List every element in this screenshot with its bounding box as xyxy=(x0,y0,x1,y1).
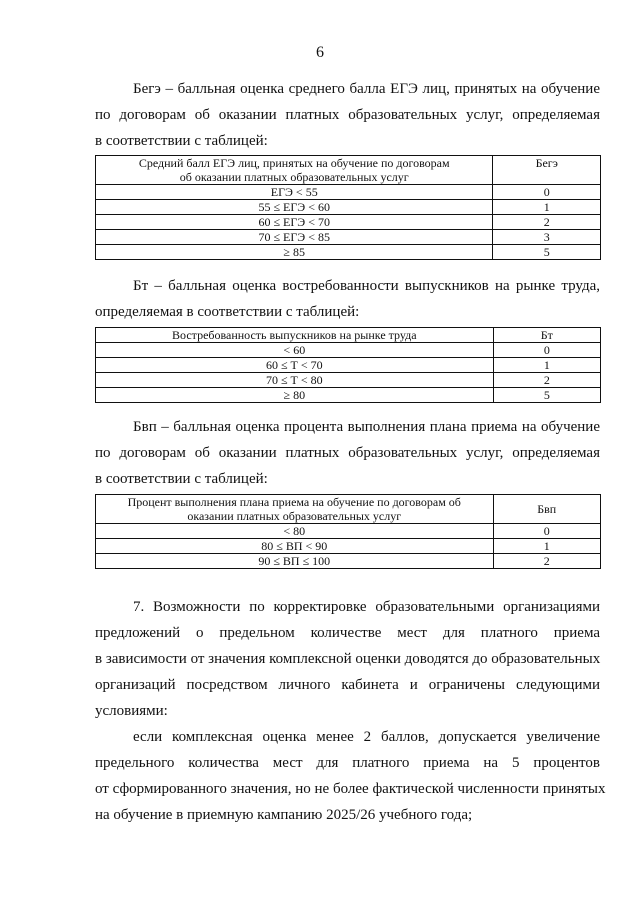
text-line: предложений о предельном количестве мест для платного приема xyxy=(95,625,600,641)
table-header-row xyxy=(96,495,601,524)
table-row: 60 ≤ Т < 70 1 xyxy=(96,358,601,373)
text-line: предельного количества мест для платного приема на 5 процентов xyxy=(95,755,600,771)
table-row: ≥ 80 5 xyxy=(96,388,601,403)
paragraph-item-7 xyxy=(95,594,600,724)
table-header-cell: Бт xyxy=(493,328,600,343)
text-line: Бт – балльная оценка востребованности выпускников на рынке труда, xyxy=(133,278,600,294)
table-plan-score xyxy=(95,494,601,569)
paragraph-bt-definition xyxy=(95,273,600,325)
paragraph-condition xyxy=(95,724,606,828)
table-header-cell: Востребованность выпускников на рынке труда xyxy=(96,328,494,343)
table-row: 60 ≤ ЕГЭ < 70 2 xyxy=(96,215,601,230)
table-demand-score xyxy=(95,327,601,403)
text-line: определяемая в соответствии с таблицей: xyxy=(95,304,360,320)
text-line: по договорам об оказании платных образовательных услуг, определяемая xyxy=(95,107,600,123)
text-line: организаций посредством личного кабинета и ограничены следующими xyxy=(95,677,600,693)
table-row: 70 ≤ ЕГЭ < 85 3 xyxy=(96,230,601,245)
table-row: 80 ≤ ВП < 90 1 xyxy=(96,539,601,554)
table-header-cell: Бегэ xyxy=(493,156,601,185)
table-row: < 80 0 xyxy=(96,524,601,539)
text-line: 7. Возможности по корректировке образовательными организациями xyxy=(133,599,600,615)
table-header-row xyxy=(96,156,601,185)
table-row: 70 ≤ Т < 80 2 xyxy=(96,373,601,388)
text-line: условиями: xyxy=(95,703,168,719)
text-line: в соответствии с таблицей: xyxy=(95,471,268,487)
table-header-cell: Бвп xyxy=(493,495,601,524)
table-row: ЕГЭ < 55 0 xyxy=(96,185,601,200)
table-ege-score xyxy=(95,155,601,260)
text-line: в соответствии с таблицей: xyxy=(95,133,268,149)
text-line: от сформированного значения, но не более фактической численности принятых xyxy=(95,781,606,797)
paragraph-bvp-definition xyxy=(95,414,600,492)
table-row: ≥ 85 5 xyxy=(96,245,601,260)
text-line: на обучение в приемную кампанию 2025/26 учебного года; xyxy=(95,807,473,823)
text-line: Бегэ – балльная оценка среднего балла ЕГЭ лиц, принятых на обучение xyxy=(133,81,600,97)
text-line: если комплексная оценка менее 2 баллов, допускается увеличение xyxy=(133,729,600,745)
text-line: в зависимости от значения комплексной оценки доводятся до образовательных xyxy=(95,651,601,667)
text-line: по договорам об оказании платных образовательных услуг, определяемая xyxy=(95,445,600,461)
table-row: 90 ≤ ВП ≤ 100 2 xyxy=(96,554,601,569)
table-row: 55 ≤ ЕГЭ < 60 1 xyxy=(96,200,601,215)
table-header-cell: Средний балл ЕГЭ лиц, принятых на обучение по договорам об оказании платных образовательных услуг xyxy=(96,156,493,185)
table-row: < 60 0 xyxy=(96,343,601,358)
paragraph-begs-definition xyxy=(95,76,600,154)
table-header-cell: Процент выполнения плана приема на обучение по договорам об оказании платных образовательных услуг xyxy=(96,495,494,524)
text-line: Бвп – балльная оценка процента выполнения плана приема на обучение xyxy=(133,419,600,435)
table-header-row xyxy=(96,328,601,343)
page-number: 6 xyxy=(316,44,324,61)
